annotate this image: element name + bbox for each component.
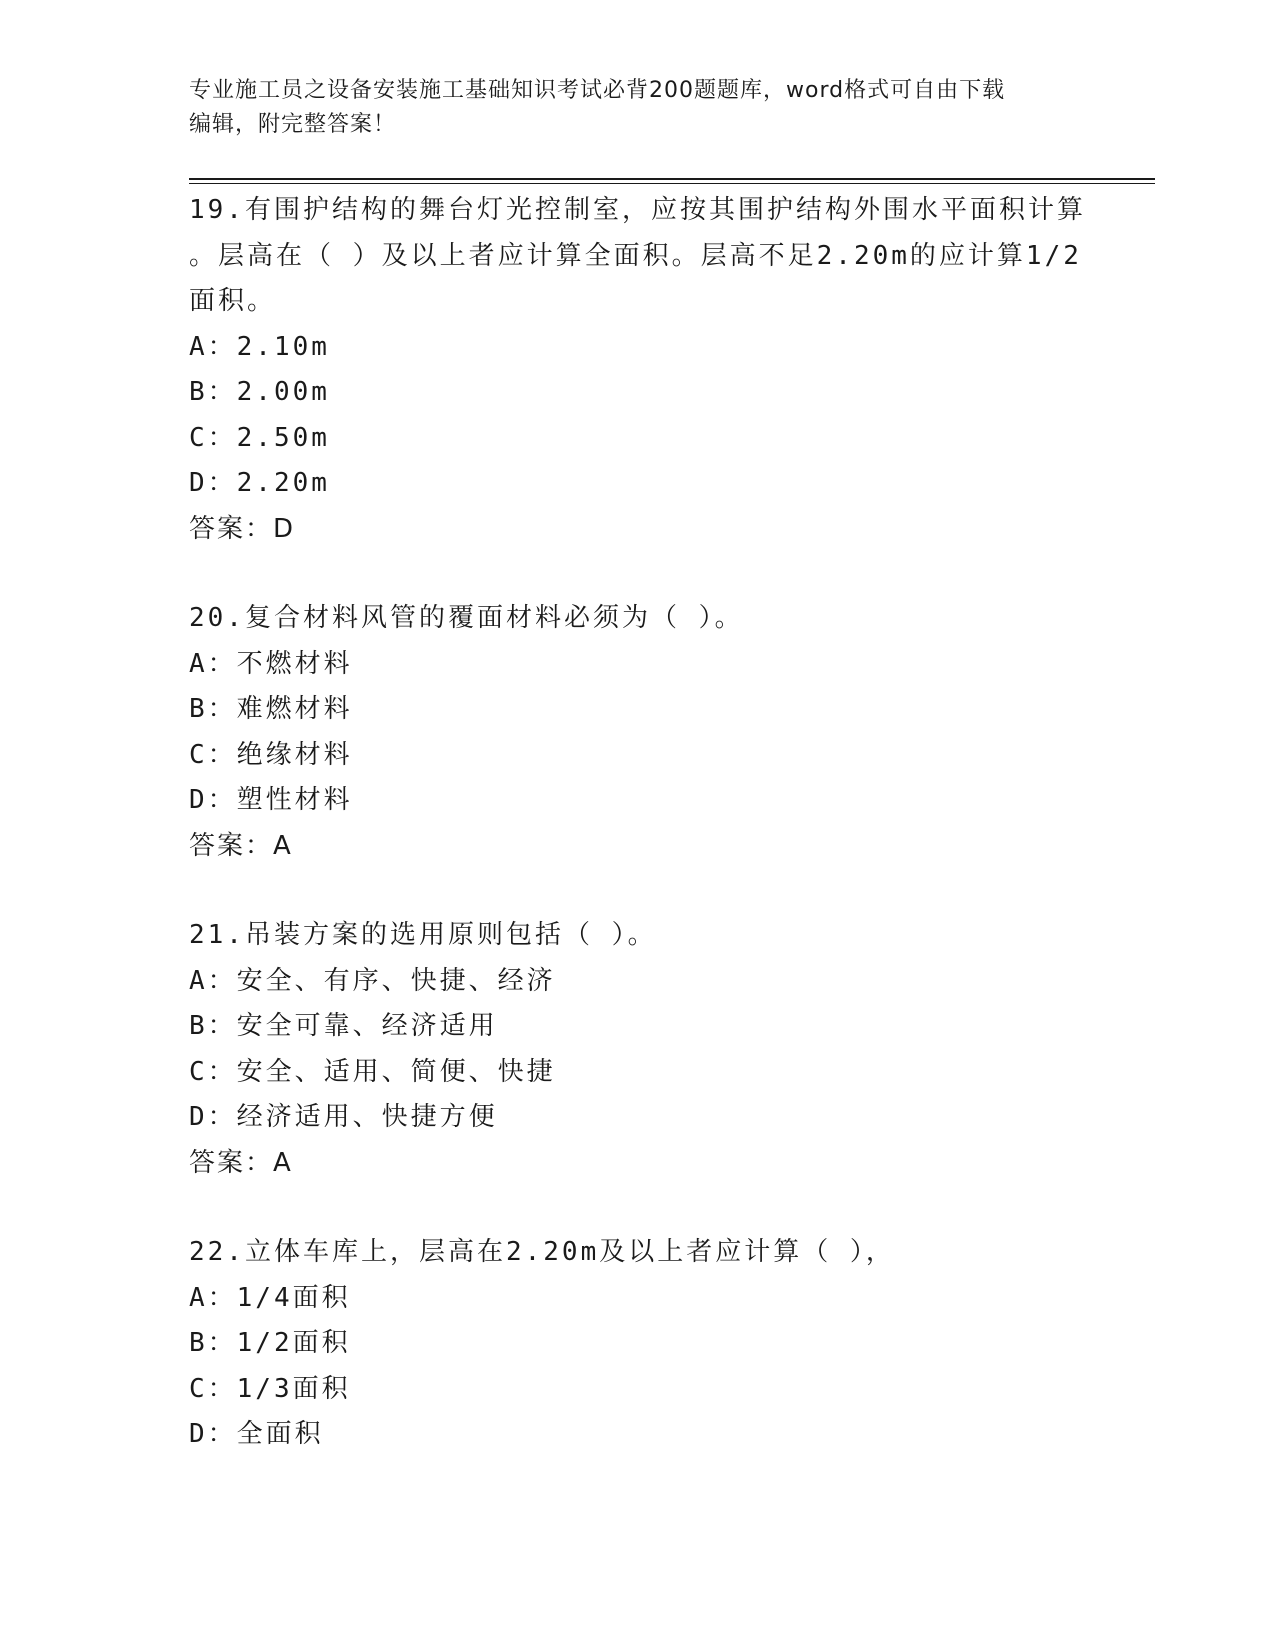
question-stem [189, 188, 1089, 325]
option-b: B：2.00m [189, 377, 330, 407]
answer: 答案：A [189, 1147, 293, 1178]
question-stem-line: 。层高在（ ）及以上者应计算全面积。层高不足2.20m的应计算1/2 [189, 240, 1082, 271]
question-stem [189, 913, 1089, 959]
option-a: A：安全、有序、快捷、经济 [189, 965, 556, 996]
question-20 [189, 596, 1089, 869]
question-22 [189, 1230, 1089, 1458]
question-list [189, 188, 1089, 1458]
option-a: A：1/4面积 [189, 1282, 351, 1313]
question-stem-line: 19.有围护结构的舞台灯光控制室，应按其围护结构外围水平面积计算 [189, 195, 1086, 225]
option-b: B：安全可靠、经济适用 [189, 1011, 498, 1041]
question-spacer [189, 1186, 1089, 1230]
option-b: B：难燃材料 [189, 694, 353, 724]
option-a: A：2.10m [189, 331, 330, 362]
question-21 [189, 913, 1089, 1186]
question-spacer [189, 869, 1089, 913]
answer: 答案：D [189, 513, 296, 544]
option-b: B：1/2面积 [189, 1328, 351, 1358]
question-stem-line: 20.复合材料风管的覆面材料必须为（ ）。 [189, 603, 744, 633]
option-d: D：塑性材料 [189, 785, 353, 815]
question-stem-line: 22.立体车库上，层高在2.20m及以上者应计算（ ）， [189, 1237, 895, 1267]
option-c: C：1/3面积 [189, 1373, 351, 1404]
option-c: C：安全、适用、简便、快捷 [189, 1056, 556, 1087]
question-stem [189, 1230, 1089, 1276]
question-spacer [189, 552, 1089, 596]
document-header [189, 74, 1089, 142]
question-stem-line: 面积。 [189, 286, 277, 316]
option-c: C：2.50m [189, 422, 330, 453]
header-line-2: 编辑，附完整答案！ [189, 112, 397, 137]
option-d: D：经济适用、快捷方便 [189, 1102, 498, 1132]
answer: 答案：A [189, 830, 293, 861]
question-19 [189, 188, 1089, 552]
option-d: D：2.20m [189, 468, 330, 498]
option-a: A：不燃材料 [189, 648, 353, 679]
option-c: C：绝缘材料 [189, 739, 353, 770]
header-line-1: 专业施工员之设备安装施工基础知识考试必背200题题库，word格式可自由下载 [189, 78, 1006, 103]
question-stem [189, 596, 1089, 642]
question-stem-line: 21.吊装方案的选用原则包括（ ）。 [189, 920, 657, 950]
header-divider-thick [189, 178, 1155, 180]
option-d: D：全面积 [189, 1419, 324, 1449]
header-divider-thin [189, 183, 1155, 184]
